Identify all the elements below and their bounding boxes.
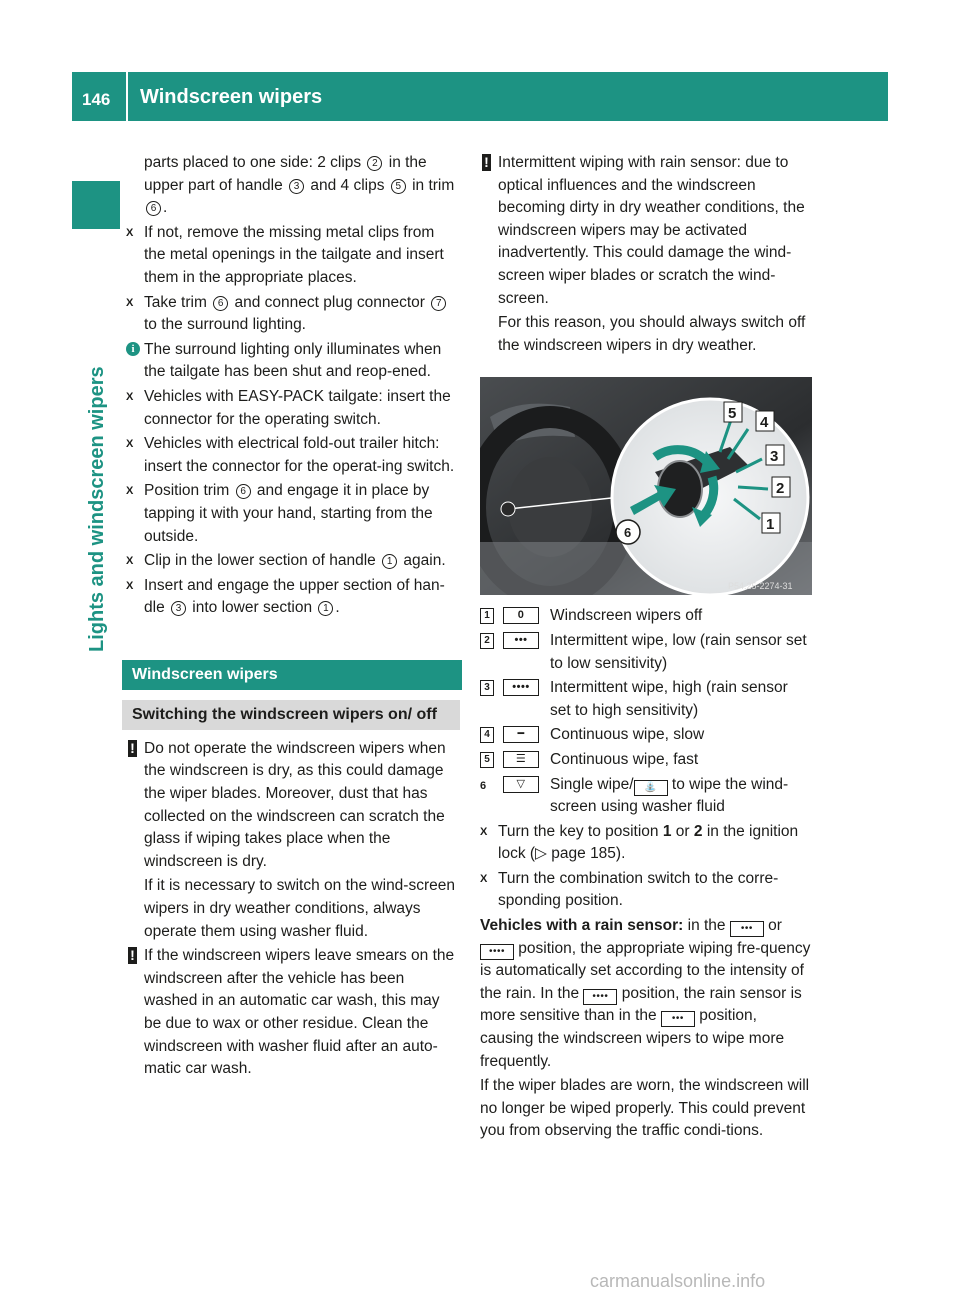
worn-blades-paragraph: If the wiper blades are worn, the windscreen will no longer be wiped properly. This could prevent you from observing the traffic condi-tions. bbox=[480, 1077, 810, 1140]
step-position-trim: X Position trim 6 and engage it in place by tapping it with your hand, starting from the outside. bbox=[126, 482, 433, 545]
side-tab-block bbox=[72, 181, 120, 229]
page-title: Windscreen wipers bbox=[140, 86, 323, 108]
intermittent-high-icon: •••• bbox=[583, 989, 617, 1005]
paragraph-clips: parts placed to one side: 2 clips 2 in the upper part of handle 3 and 4 clips 5 in trim 6 . bbox=[144, 154, 455, 217]
step-marker-icon: X bbox=[126, 226, 134, 239]
legend-item-1: 1 0 Windscreen wipers off bbox=[480, 605, 812, 628]
warning-icon: ! bbox=[128, 740, 137, 757]
warning-icon: ! bbox=[128, 947, 137, 964]
washer-fluid-icon: ⛲ bbox=[634, 780, 668, 796]
figure-label-3: 3 bbox=[770, 448, 779, 466]
page-ref-arrow-icon: ▷ bbox=[535, 845, 547, 863]
warning-smears: ! If the windscreen wipers leave smears on the windscreen after the vehicle has been washed in an automatic car wash, this may be due to wax or other residue. Clean the windscreen with washer fluid after an auto-matic car wash. bbox=[126, 945, 460, 1081]
step-clip-handle: X Clip in the lower section of handle 1 again. bbox=[126, 550, 460, 573]
warning-rain-sensor: ! Intermittent wiping with rain sensor: due to optical influences and the windscreen becoming dirty in dry weather conditions, the windscreen wipers may be activated inadvertently. This could damage the wind-screen wiper blades or scratch the wind-screen. bbox=[480, 152, 812, 310]
step-marker-icon: X bbox=[480, 825, 488, 838]
step-marker-icon: X bbox=[480, 872, 488, 885]
step-marker-icon: X bbox=[126, 579, 134, 592]
right-column bbox=[480, 152, 812, 1145]
step-marker-icon: X bbox=[126, 485, 134, 498]
warning-rain-followup: For this reason, you should always switch off the windscreen wipers in dry weather. bbox=[498, 314, 806, 354]
legend-item-4: 4 ━ Continuous wipe, slow bbox=[480, 724, 812, 747]
page-number: 146 bbox=[82, 90, 111, 109]
legend-item-2: 2 ••• Intermittent wipe, low (rain sensor set to low sensitivity) bbox=[480, 630, 812, 675]
warning-dry-windscreen: ! Do not operate the windscreen wipers when the windscreen is dry, as this could damage the wiper blades. Moreover, dust that has collected on the windscreen can scratch the glass if wiping takes place when the windscreen is dry. bbox=[126, 738, 460, 874]
figure-label-4: 4 bbox=[760, 414, 769, 432]
callout-1: 1 bbox=[382, 554, 397, 569]
step-trailer-hitch: X Vehicles with electrical fold-out trailer hitch: insert the connector for the operat-ing switch. bbox=[126, 435, 455, 475]
step-marker-icon: X bbox=[126, 296, 134, 309]
figure-label-1: 1 bbox=[766, 516, 775, 534]
intermittent-low-icon: ••• bbox=[503, 632, 539, 649]
callout-6: 6 bbox=[146, 201, 161, 216]
step-turn-switch: X Turn the combination switch to the corre-sponding position. bbox=[480, 869, 779, 910]
step-marker-icon: X bbox=[126, 555, 134, 568]
figure-label-2: 2 bbox=[776, 480, 785, 498]
legend-item-3: 3 •••• Intermittent wipe, high (rain sensor set to high sensitivity) bbox=[480, 677, 812, 722]
figure-code: P54.25-2274-31 bbox=[728, 581, 793, 592]
figure-label-6: 6 bbox=[624, 525, 632, 541]
step-easy-pack: X Vehicles with EASY-PACK tailgate: insert the connector for the operating switch. bbox=[126, 387, 451, 428]
watermark: carmanualsonline.info bbox=[590, 1271, 766, 1291]
rain-sensor-paragraph: Vehicles with a rain sensor: in the ••• or •••• position, the appropriate wiping fre-quency is automatically set according to the intensity of the rain. In the •••• position, the rain sensor is more sensitive than in the ••• position, causing the windscreen wipers to wipe more frequently. bbox=[480, 917, 811, 1070]
subsection-heading: Switching the windscreen wipers on/ off bbox=[122, 700, 460, 730]
intermittent-high-icon: •••• bbox=[503, 679, 539, 696]
callout-7: 7 bbox=[431, 296, 446, 311]
step-take-trim: X Take trim 6 and connect plug connector 7 to the surround lighting. bbox=[126, 292, 460, 337]
header-divider bbox=[126, 72, 128, 121]
legend-item-6: 6 ▽ Single wipe/ ⛲ to wipe the wind-screen using washer fluid bbox=[480, 775, 789, 816]
info-note: i The surround lighting only illuminates when the tailgate has been shut and reop-ened. bbox=[126, 339, 460, 384]
info-icon: i bbox=[126, 342, 140, 356]
single-wipe-icon: ▽ bbox=[503, 776, 539, 793]
legend-item-5: 5 ☰ Continuous wipe, fast bbox=[480, 749, 812, 772]
intermittent-high-icon: •••• bbox=[480, 944, 514, 960]
step-engage-handle: X Insert and engage the upper section of han-dle 3 into lower section 1 . bbox=[126, 576, 445, 617]
intermittent-low-icon: ••• bbox=[661, 1011, 695, 1027]
chapter-side-label: Lights and windscreen wipers bbox=[86, 366, 108, 652]
step-remove-clips: X If not, remove the missing metal clips from the metal openings in the tailgate and insert them in the appropriate places. bbox=[126, 223, 444, 286]
combination-switch-figure bbox=[480, 377, 812, 595]
continuous-fast-icon: ☰ bbox=[503, 751, 539, 768]
warning-dry-followup: If it is necessary to switch on the wind-screen wipers in dry weather conditions, always operate them using washer fluid. bbox=[144, 877, 455, 940]
callout-3: 3 bbox=[289, 179, 304, 194]
figure-label-5: 5 bbox=[728, 405, 737, 423]
wiper-off-icon: 0 bbox=[503, 607, 539, 624]
intermittent-low-icon: ••• bbox=[730, 921, 764, 937]
continuous-slow-icon: ━ bbox=[503, 726, 539, 743]
step-marker-icon: X bbox=[126, 438, 134, 451]
step-turn-key: X Turn the key to position 1 or 2 in the ignition lock (▷ page 185). bbox=[480, 822, 799, 863]
callout-2: 2 bbox=[367, 156, 382, 171]
step-marker-icon: X bbox=[126, 390, 134, 403]
callout-5: 5 bbox=[391, 179, 406, 194]
left-column bbox=[126, 152, 460, 1083]
warning-icon: ! bbox=[482, 154, 491, 171]
section-heading: Windscreen wipers bbox=[122, 660, 462, 690]
